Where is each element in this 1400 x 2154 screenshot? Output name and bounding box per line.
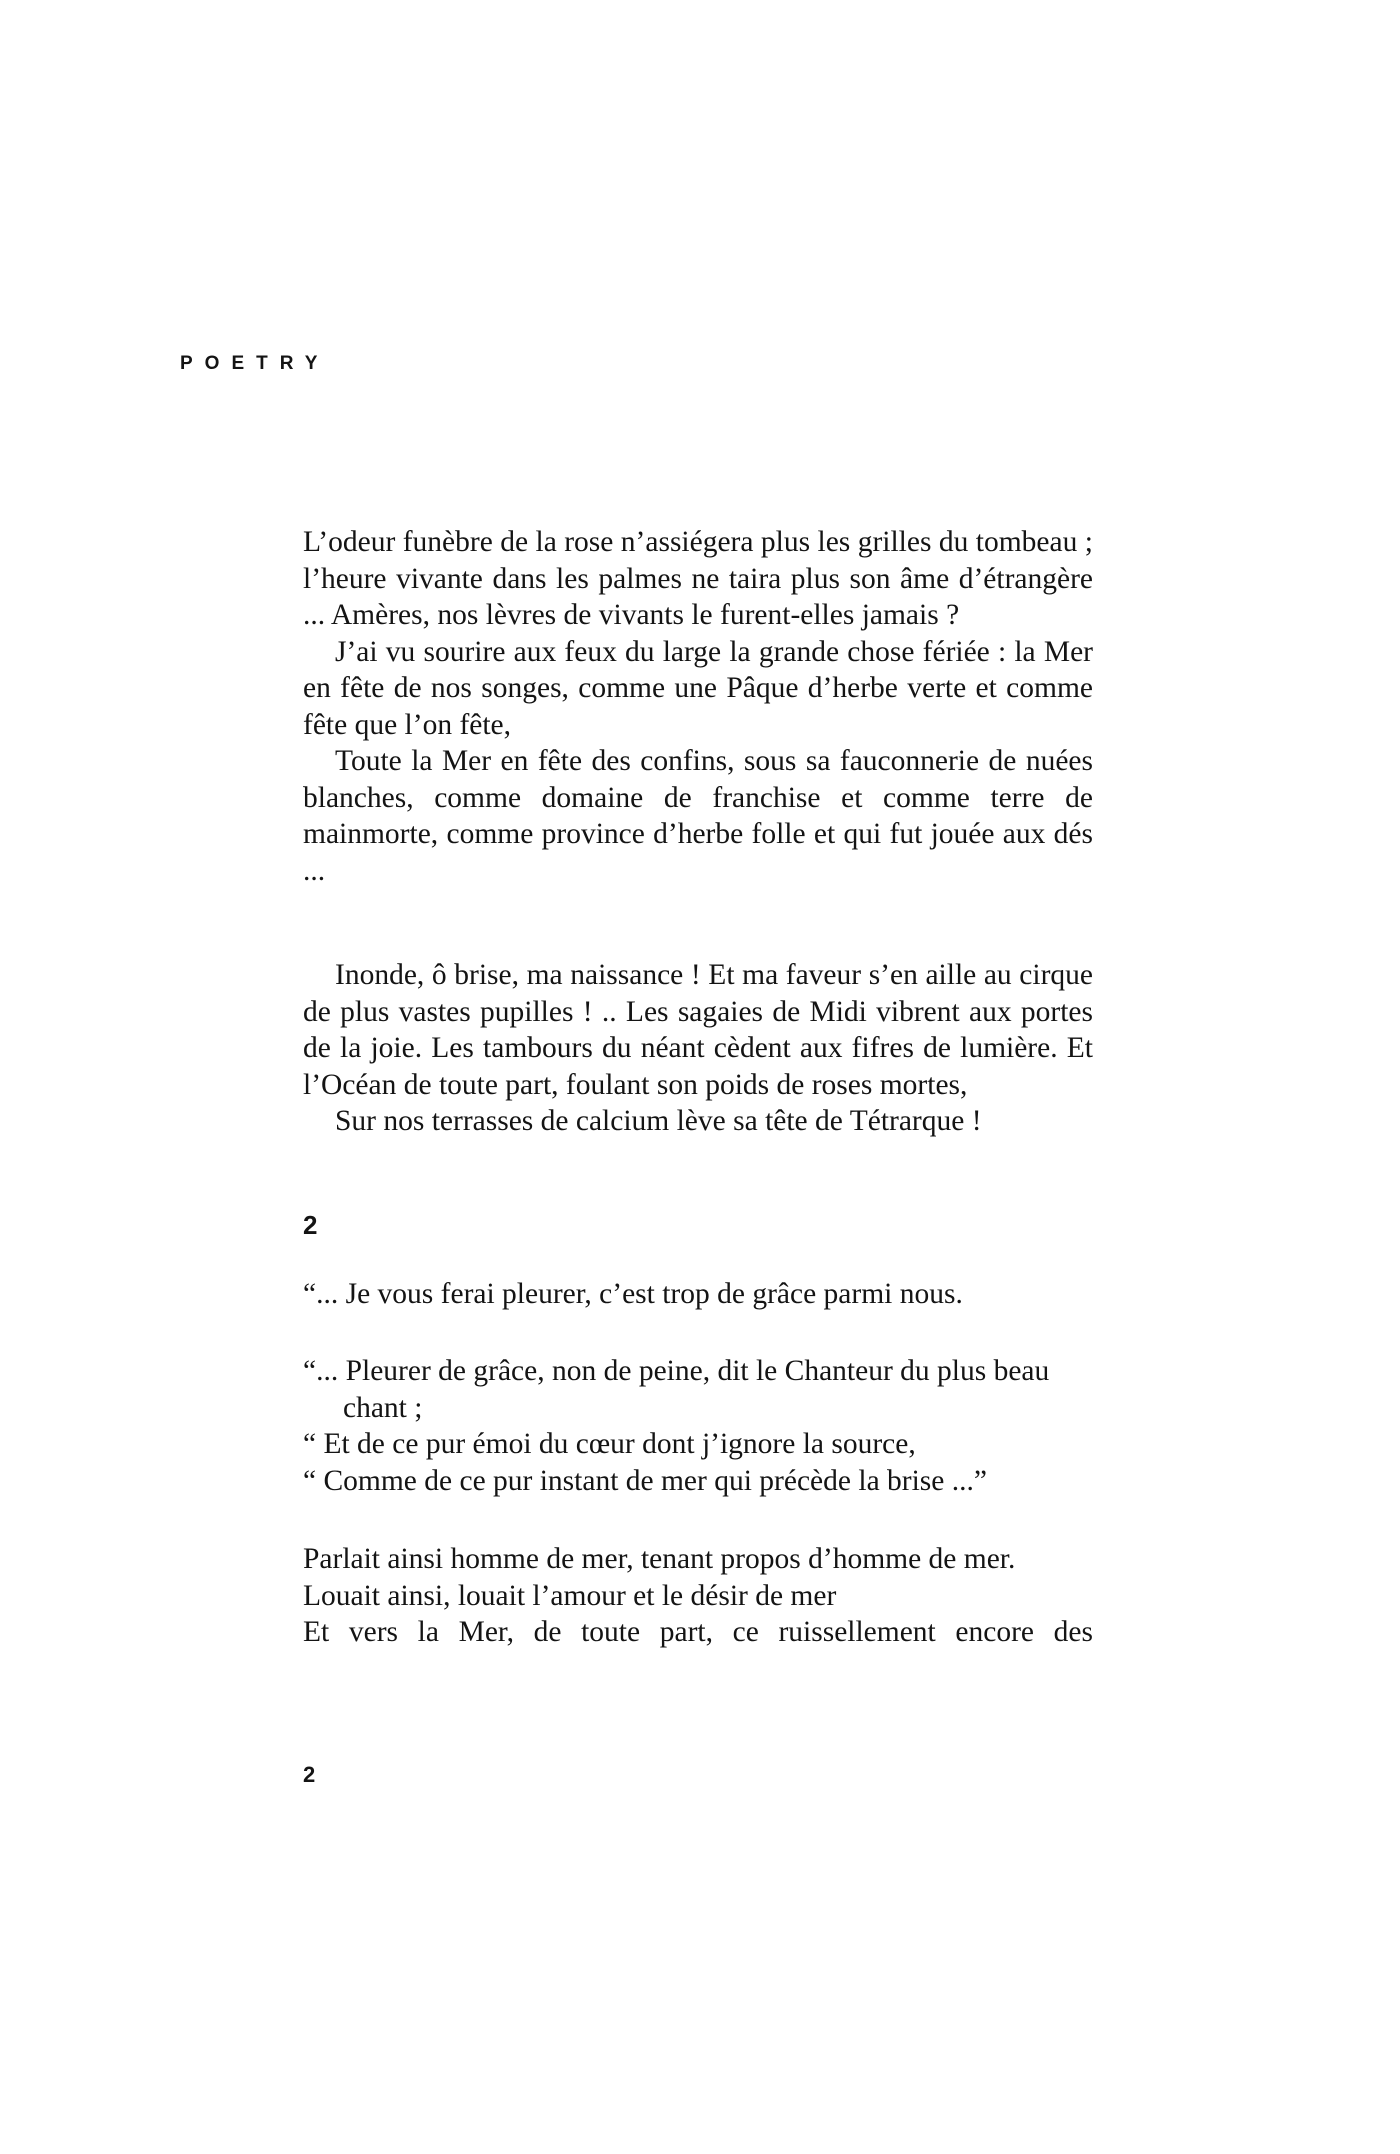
quote-2: [303, 1353, 1103, 1499]
quote-1: [303, 1276, 1103, 1313]
paragraph: Sur nos terrasses de calcium lève sa tête de Tétrarque !: [335, 1105, 982, 1137]
quote-line: “... Je vous ferai pleurer, c’est trop de grâce parmi nous.: [303, 1278, 963, 1310]
stanza-1: [303, 524, 1093, 889]
running-head: POETRY: [180, 353, 330, 374]
quote-line: “ Et de ce pur émoi du cœur dont j’ignore la source,: [303, 1428, 916, 1460]
closing-lines: [303, 1541, 1093, 1651]
paragraph: Inonde, ô brise, ma naissance ! Et ma faveur s’en aille au cirque de plus vastes pupilles ! .. Les sagaies de Midi vibrent aux portes de la joie. Les tambours du néant cèdent aux fifres de lumière. Et l’Océan de toute part, foulant son poids de roses mortes,: [303, 959, 1093, 1101]
quote-line: “... Pleurer de grâce, non de peine, dit le Chanteur du plus beau chant ;: [303, 1355, 1050, 1424]
paragraph: Toute la Mer en fête des confins, sous sa fauconnerie de nuées blanches, comme domaine de franchise et comme terre de mainmorte, comme province d’herbe folle et qui fut jouée aux dés ...: [303, 745, 1093, 887]
page-number: 2: [303, 1762, 316, 1787]
paragraph: J’ai vu sourire aux feux du large la grande chose fériée : la Mer en fête de nos songes, comme une Pâque d’herbe verte et comme fête que l’on fête,: [303, 635, 1093, 741]
quote-line: “ Comme de ce pur instant de mer qui précède la brise ...”: [303, 1464, 987, 1497]
verse-line: Louait ainsi, louait l’amour et le désir de mer: [303, 1579, 837, 1612]
verse-line: Et vers la Mer, de toute part, ce ruissellement encore des: [303, 1616, 1093, 1648]
stanza-2: [303, 957, 1093, 1140]
paragraph: L’odeur funèbre de la rose n’assiégera plus les grilles du tombeau ; l’heure vivante dans les palmes ne taira plus son âme d’étrangère ... Amères, nos lèvres de vivants le furent-elles jamais ?: [303, 526, 1093, 631]
verse-line: Parlait ainsi homme de mer, tenant propos d’homme de mer.: [303, 1543, 1016, 1575]
section-number: 2: [303, 1210, 318, 1240]
